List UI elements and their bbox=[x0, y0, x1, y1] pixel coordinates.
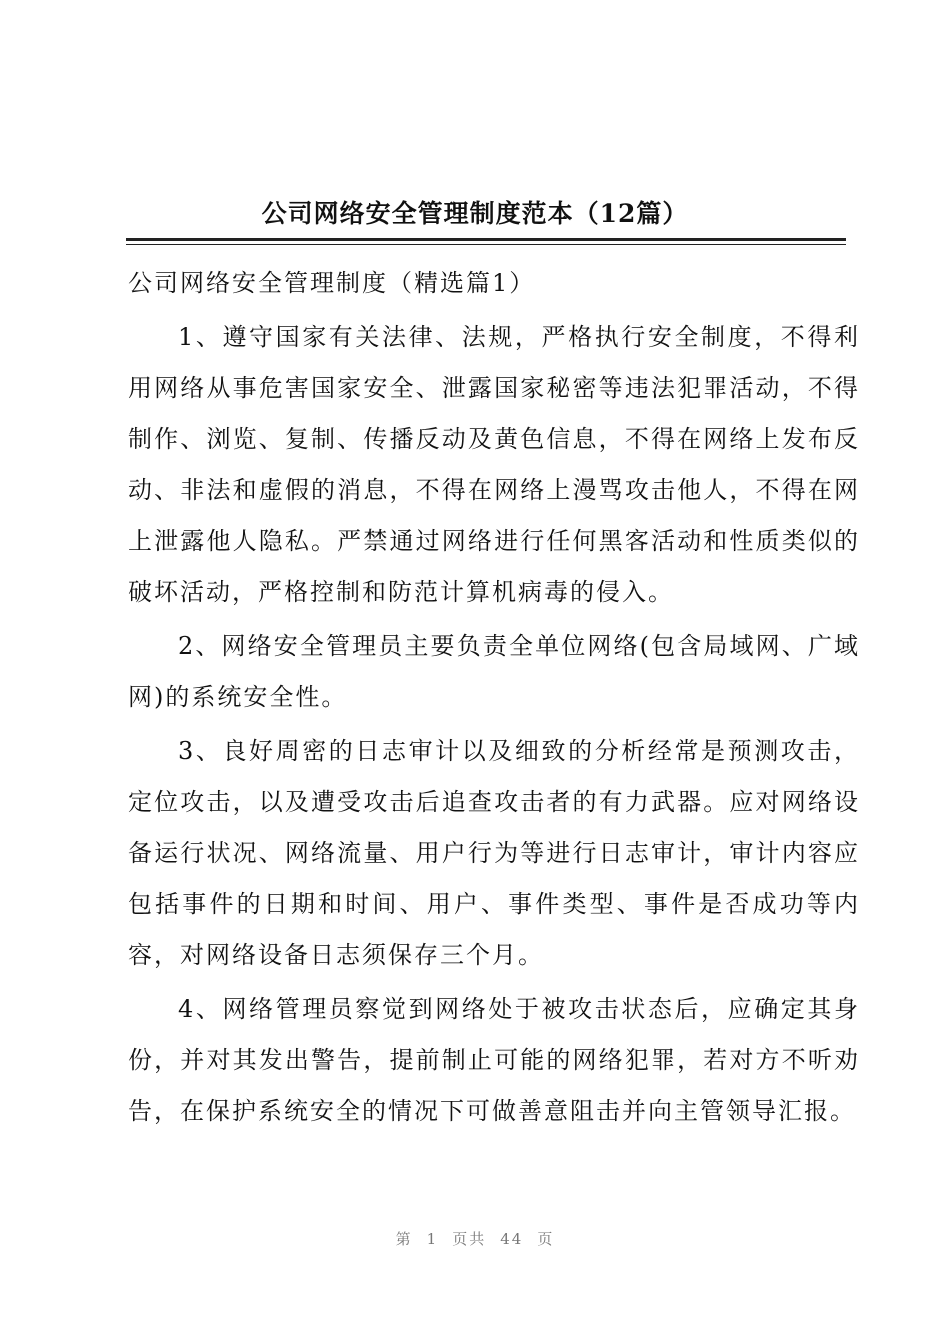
document-body bbox=[128, 258, 860, 1140]
paragraph-1: 1、遵守国家有关法律、法规，严格执行安全制度，不得利用网络从事危害国家安全、泄露国家秘密等违法犯罪活动，不得制作、浏览、复制、传播反动及黄色信息，不得在网络上发布反动、非法和虚假的消息，不得在网络上漫骂攻击他人，不得在网上泄露他人隐私。严禁通过网络进行任何黑客活动和性质类似的破坏活动，严格控制和防范计算机病毒的侵入。 bbox=[128, 323, 860, 606]
footer-page-middle: 页共 bbox=[452, 1230, 487, 1248]
footer-page-number: 1 bbox=[426, 1230, 439, 1248]
page-title: 公司网络安全管理制度范本（12篇） bbox=[261, 199, 689, 228]
page-footer bbox=[0, 1228, 950, 1249]
footer-page-prefix: 第 bbox=[395, 1230, 413, 1248]
paragraph-4: 4、网络管理员察觉到网络处于被攻击状态后，应确定其身份，并对其发出警告，提前制止可能的网络犯罪，若对方不听劝告，在保护系统安全的情况下可做善意阻击并向主管领导汇报。 bbox=[128, 995, 860, 1125]
paragraph-2: 2、网络安全管理员主要负责全单位网络(包含局域网、广域网)的系统安全性。 bbox=[128, 632, 860, 711]
section-heading: 公司网络安全管理制度（精选篇1） bbox=[128, 269, 536, 297]
footer-page-suffix: 页 bbox=[537, 1230, 555, 1248]
title-divider-thick bbox=[126, 238, 846, 241]
footer-page-total: 44 bbox=[500, 1230, 524, 1248]
paragraph-3: 3、良好周密的日志审计以及细致的分析经常是预测攻击，定位攻击，以及遭受攻击后追查攻击者的有力武器。应对网络设备运行状况、网络流量、用户行为等进行日志审计，审计内容应包括事件的日期和时间、用户、事件类型、事件是否成功等内容，对网络设备日志须保存三个月。 bbox=[128, 737, 860, 969]
title-divider-thin bbox=[126, 244, 846, 245]
